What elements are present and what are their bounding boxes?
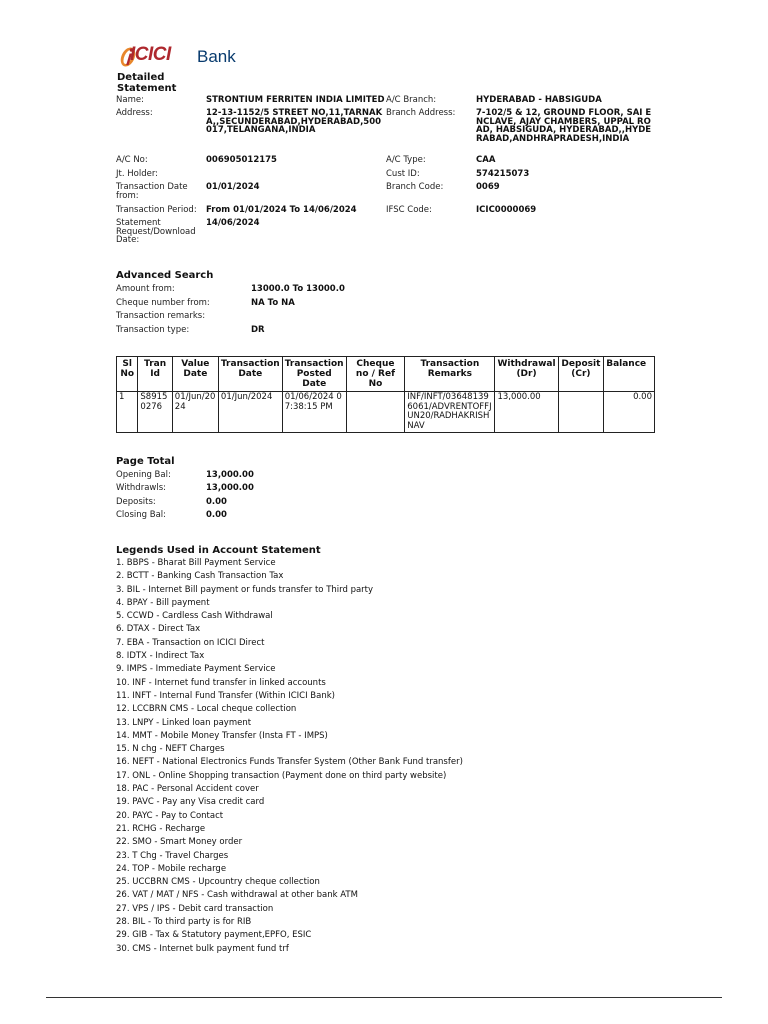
table-header-row	[117, 357, 655, 392]
col-header-sl-no: Sl No	[117, 357, 138, 392]
branch-code-label: Branch Code:	[386, 182, 444, 192]
list-item: 16. NEFT - National Electronics Funds Transfer System (Other Bank Fund transfer)	[116, 757, 463, 768]
list-item: 1. BBPS - Bharat Bill Payment Service	[116, 558, 276, 568]
list-item: 24. TOP - Mobile recharge	[116, 863, 227, 874]
cell-transaction-date: 01/Jun/2024	[218, 392, 282, 433]
list-item: 25. UCCBRN CMS - Upcountry cheque collection	[116, 877, 320, 888]
branch-code-value: 0069	[476, 182, 500, 192]
list-item: 23. T Chg - Travel Charges	[116, 850, 229, 861]
ifsc-label: IFSC Code:	[386, 205, 432, 215]
col-header-transaction-date: Transaction Date	[218, 357, 282, 392]
txn-type-label: Transaction type:	[116, 325, 190, 335]
opening-bal-value: 13,000.00	[206, 470, 254, 480]
branch-address-label: Branch Address:	[386, 108, 456, 118]
amount-from-label: Amount from:	[116, 284, 175, 294]
txn-period-value: From 01/01/2024 To 14/06/2024	[206, 205, 357, 215]
deposits-label: Deposits:	[116, 497, 156, 507]
branch-address-value: 7-102/5 & 12, GROUND FLOOR, SAI ENCLAVE, AJAY CHAMBERS, UPPAL ROAD, HABSIGUDA, HYDERABAD,,HYDERABAD,ANDHRAPRADESH,INDIA	[476, 108, 652, 144]
list-item: 20. PAYC - Pay to Contact	[116, 810, 224, 821]
list-item: 26. VAT / MAT / NFS - Cash withdrawal at other bank ATM	[116, 890, 358, 901]
txn-period-label: Transaction Period:	[116, 205, 197, 215]
list-item: 13. LNPY - Linked loan payment	[116, 717, 252, 728]
col-header-posted-date: Transaction Posted Date	[282, 357, 346, 392]
list-item: 29. GIB - Tax & Statutory payment,EPFO, ESIC	[116, 930, 312, 941]
txn-date-from-value: 01/01/2024	[206, 182, 260, 192]
ifsc-value: ICIC0000069	[476, 205, 537, 215]
name-label: Name:	[116, 95, 144, 105]
list-item: 10. INF - Internet fund transfer in linked accounts	[116, 677, 326, 688]
txn-date-from-label: Transaction Date from:	[116, 182, 188, 201]
list-item: 15. N chg - NEFT Charges	[116, 744, 225, 755]
col-header-deposit: Deposit (Cr)	[558, 357, 604, 392]
col-header-value-date: Value Date	[172, 357, 218, 392]
list-item: 14. MMT - Mobile Money Transfer (Insta FT - IMPS)	[116, 730, 328, 741]
cell-value-date: 01/Jun/2024	[172, 392, 218, 433]
col-header-remarks: Transaction Remarks	[405, 357, 495, 392]
cell-deposit	[558, 392, 604, 433]
col-header-withdrawal: Withdrawal (Dr)	[495, 357, 558, 392]
col-header-tran-id: Tran Id	[138, 357, 172, 392]
list-item: 30. CMS - Internet bulk payment fund trf	[116, 943, 289, 954]
list-item: 18. PAC - Personal Accident cover	[116, 784, 259, 795]
list-item: 9. IMPS - Immediate Payment Service	[116, 664, 276, 675]
cust-id-label: Cust ID:	[386, 169, 420, 179]
page-total-title: Page Total	[116, 456, 175, 467]
table-row	[117, 392, 655, 433]
withdrawls-label: Withdrawls:	[116, 483, 167, 493]
statement-date-label: Statement Request/Download Date:	[116, 218, 196, 245]
list-item: 6. DTAX - Direct Tax	[116, 624, 201, 635]
cheque-number-label: Cheque number from:	[116, 298, 210, 308]
col-header-cheque-ref: Cheque no / Ref No	[346, 357, 405, 392]
cust-id-value: 574215073	[476, 169, 530, 179]
deposits-value: 0.00	[206, 497, 227, 507]
transactions-table	[116, 356, 655, 433]
closing-bal-label: Closing Bal:	[116, 510, 167, 520]
address-label: Address:	[116, 108, 153, 118]
address-value: 12-13-1152/5 STREET NO,11,TARNAKA,,SECUNDERABAD,HYDERABAD,500017,TELANGANA,INDIA	[206, 108, 383, 135]
ac-type-label: A/C Type:	[386, 155, 426, 165]
jt-holder-label: Jt. Holder:	[116, 169, 159, 179]
logo-bank-word: Bank	[197, 47, 236, 66]
amount-from-value: 13000.0 To 13000.0	[251, 284, 345, 294]
legends-list	[116, 557, 463, 956]
logo-word: ICICI	[130, 44, 171, 65]
txn-remarks-label: Transaction remarks:	[116, 311, 206, 321]
name-value: STRONTIUM FERRITEN INDIA LIMITED	[206, 95, 385, 105]
closing-bal-value: 0.00	[206, 510, 227, 520]
list-item: 12. LCCBRN CMS - Local cheque collection	[116, 704, 297, 715]
opening-bal-label: Opening Bal:	[116, 470, 171, 480]
ac-branch-value: HYDERABAD - HABSIGUDA	[476, 95, 602, 105]
ac-no-label: A/C No:	[116, 155, 148, 165]
cell-tran-id: S89150276	[138, 392, 172, 433]
advanced-search-title: Advanced Search	[116, 270, 214, 281]
list-item: 28. BIL - To third party is for RIB	[116, 917, 252, 928]
cell-cheque-ref	[346, 392, 405, 433]
list-item: 19. PAVC - Pay any Visa credit card	[116, 797, 265, 808]
statement-date-value: 14/06/2024	[206, 218, 260, 228]
list-item: 8. IDTX - Indirect Tax	[116, 651, 205, 662]
legends-title: Legends Used in Account Statement	[116, 545, 321, 556]
list-item: 7. EBA - Transaction on ICICI Direct	[116, 637, 265, 648]
withdrawls-value: 13,000.00	[206, 483, 254, 493]
cell-balance: 0.00	[604, 392, 655, 433]
ac-type-value: CAA	[476, 155, 496, 165]
bottom-divider	[46, 997, 722, 998]
list-item: 11. INFT - Internal Fund Transfer (Within ICICI Bank)	[116, 690, 335, 701]
ac-branch-label: A/C Branch:	[386, 95, 437, 105]
list-item: 27. VPS / IPS - Debit card transaction	[116, 903, 274, 914]
list-item: 22. SMO - Smart Money order	[116, 837, 243, 848]
page-title: Detailed Statement	[117, 72, 177, 94]
list-item: 21. RCHG - Recharge	[116, 823, 206, 834]
list-item: 4. BPAY - Bill payment	[116, 597, 210, 608]
col-header-balance: Balance	[604, 357, 655, 392]
ac-no-value: 006905012175	[206, 155, 277, 165]
txn-type-value: DR	[251, 325, 265, 335]
cell-posted-date: 01/06/2024 07:38:15 PM	[282, 392, 346, 433]
cell-remarks: INF/INFT/036481396061/ADVRENTOFFJUN20/RADHAKRISHNAV	[405, 392, 495, 433]
cell-withdrawal: 13,000.00	[495, 392, 558, 433]
list-item: 17. ONL - Online Shopping transaction (Payment done on third party website)	[116, 770, 447, 781]
list-item: 3. BIL - Internet Bill payment or funds transfer to Third party	[116, 584, 374, 595]
cheque-number-value: NA To NA	[251, 298, 295, 308]
list-item: 5. CCWD - Cardless Cash Withdrawal	[116, 611, 273, 622]
list-item: 2. BCTT - Banking Cash Transaction Tax	[116, 571, 284, 582]
cell-sl-no: 1	[117, 392, 138, 433]
